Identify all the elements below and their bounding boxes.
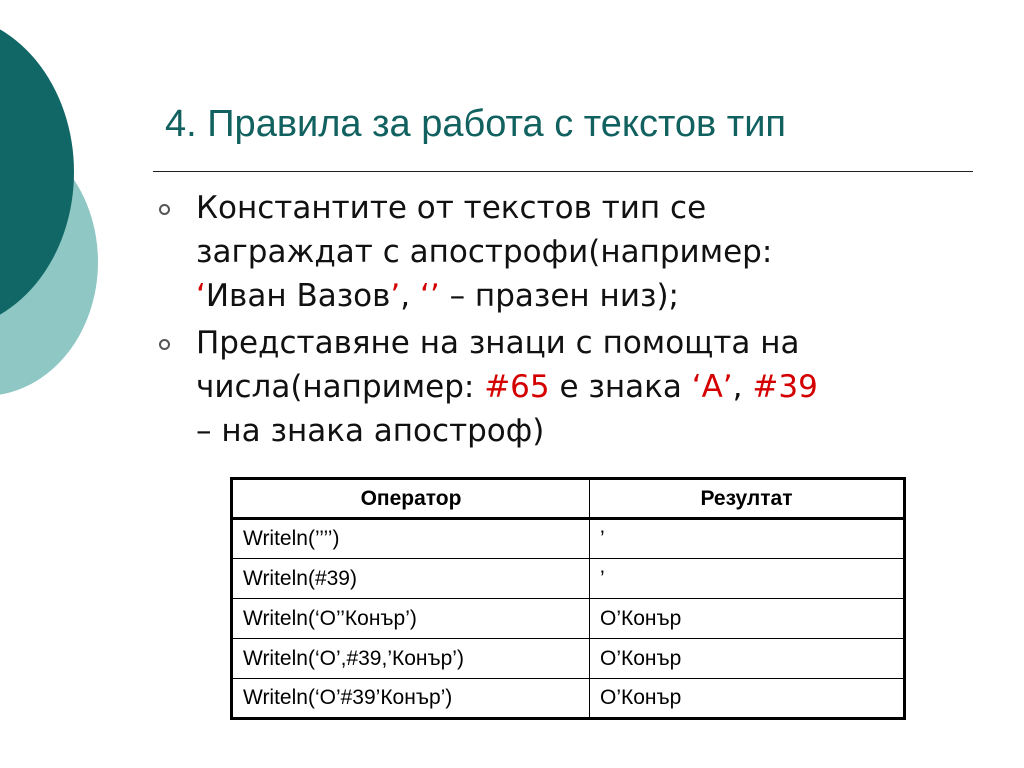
table-header-row: [232, 479, 905, 519]
char-example: ‘A’: [691, 369, 733, 405]
bullet-circle-icon: [159, 339, 170, 350]
table-row: [232, 559, 905, 599]
slide-title: 4. Правила за работа с текстов тип: [165, 103, 787, 145]
quote-open: ‘: [196, 278, 206, 314]
operator-cell: Writeln(‘O’’Конър’): [232, 599, 590, 639]
operator-result-table: [230, 477, 906, 720]
bullet-text-line1: Константите от текстов тип се: [196, 190, 707, 226]
empty-string-note: – празен низ);: [439, 278, 679, 314]
operator-cell: Writeln(’’’’): [232, 519, 590, 559]
result-cell: ’: [590, 559, 905, 599]
operator-cell: Writeln(‘O’,#39,’Конър’): [232, 639, 590, 679]
bullet-text-line1: Представяне на знаци с помощта на: [196, 325, 800, 361]
header-operator: Оператор: [232, 479, 590, 519]
operator-cell: Writeln(#39): [232, 559, 590, 599]
bullet-item-char-codes: [153, 321, 913, 453]
header-result: Резултат: [590, 479, 905, 519]
title-divider: [153, 171, 973, 172]
table-row: [232, 519, 905, 559]
example-name: Иван Вазов: [205, 278, 391, 314]
separator: ,: [732, 369, 753, 405]
bullet-text-line2: заграждат с апострофи(например:: [196, 234, 773, 270]
result-cell: O’Конър: [590, 679, 905, 719]
bullet-circle-icon: [159, 204, 170, 215]
empty-string-example: ‘’: [420, 278, 440, 314]
table-row: [232, 599, 905, 639]
bullet-text-pre: числа(например:: [196, 369, 485, 405]
separator: ,: [400, 278, 420, 314]
bullet-list: [153, 186, 913, 456]
result-cell: ’: [590, 519, 905, 559]
bullet-text-mid: е знака: [549, 369, 692, 405]
bullet-item-string-constants: [153, 186, 913, 318]
quote-close: ’: [390, 278, 401, 314]
char-code-65: #65: [484, 369, 550, 405]
char-code-39: #39: [752, 369, 818, 405]
decorative-circles: [0, 0, 140, 440]
table-row: [232, 639, 905, 679]
table-row: [232, 679, 905, 719]
operator-cell: Writeln(‘O’#39’Конър’): [232, 679, 590, 719]
bullet-text-line3: – на знака апостроф): [196, 413, 545, 449]
result-cell: O’Конър: [590, 599, 905, 639]
result-cell: O’Конър: [590, 639, 905, 679]
